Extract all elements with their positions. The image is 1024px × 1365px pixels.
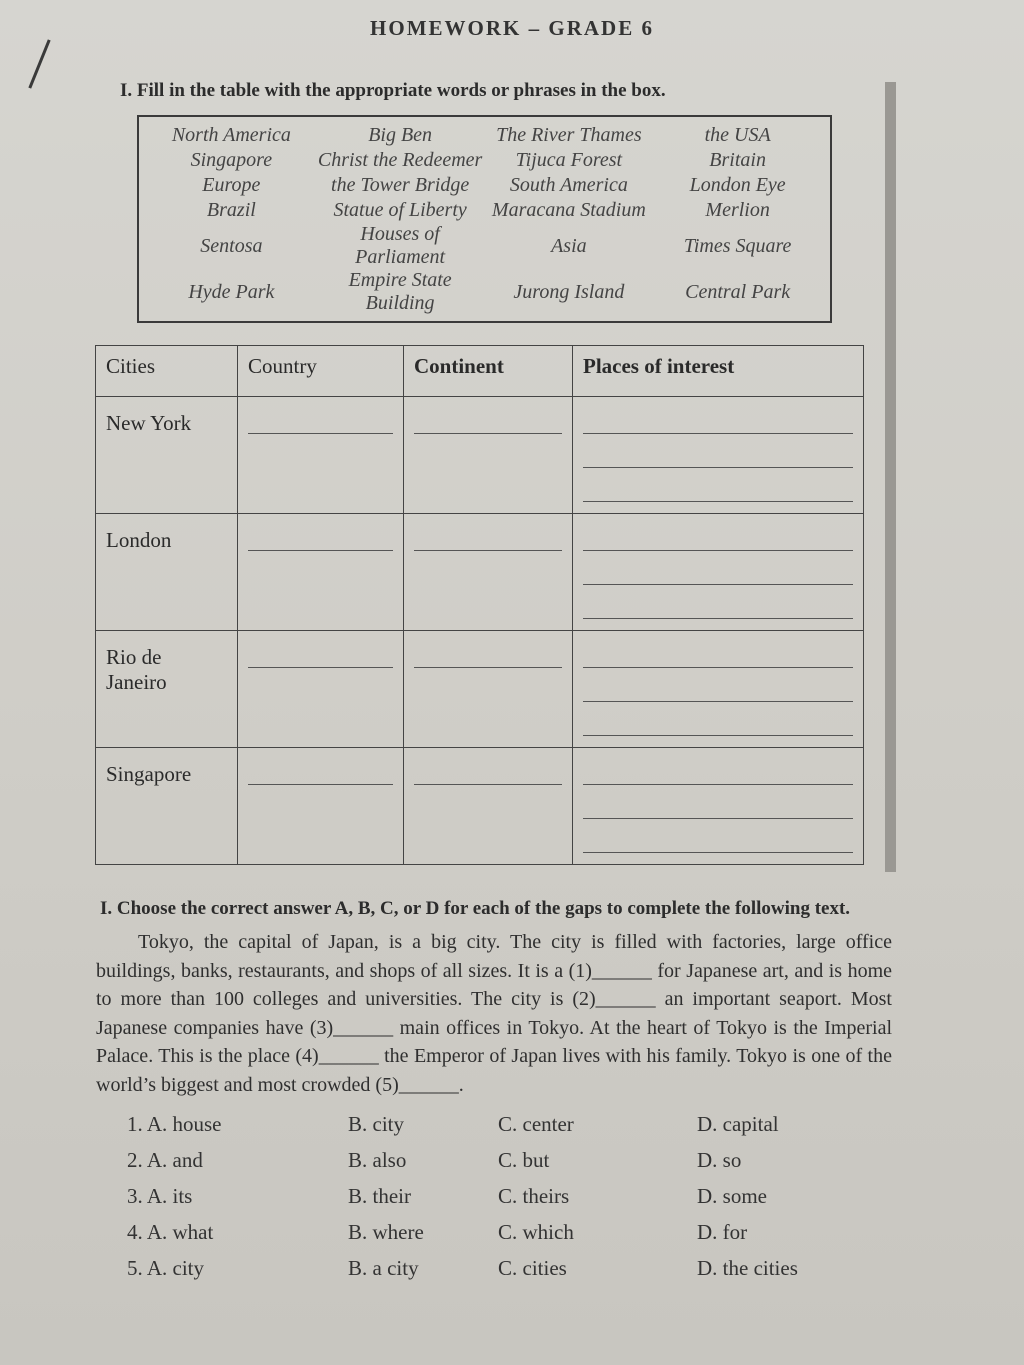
word-item: North America <box>171 124 291 146</box>
city-cell: New York <box>96 397 238 514</box>
word-item: Britain <box>709 149 766 171</box>
option-d[interactable]: D. the cities <box>697 1256 798 1280</box>
table-header-row <box>96 346 864 397</box>
passage-text: Tokyo, the capital of Japan, is a big city. The city is filled with factories, large office buildings, banks, restaurants, and shops of all sizes. It is a (1)______ for Japanese art, and is home to more than 100 colleges and universities. The city is (2)______ an important seaport. Most Japanese companies have (3)______ main offices in Tokyo. At the heart of Tokyo is the Imperial Palace. This is the place (4)______ the Emperor of Japan lives with his family. Tokyo is one of the world’s biggest and most crowded (5)______. <box>96 931 892 1096</box>
option-b[interactable]: B. their <box>348 1184 411 1208</box>
option-c[interactable]: C. but <box>498 1148 550 1172</box>
word-item: Big Ben <box>368 124 433 146</box>
continent-answer-blank[interactable] <box>404 514 572 630</box>
page-title: HOMEWORK – GRADE 6 <box>370 16 654 40</box>
page-shadow-bar <box>885 82 896 872</box>
table-row <box>96 631 864 748</box>
city-cell: Singapore <box>96 748 238 865</box>
places-answer-blank[interactable] <box>573 748 863 864</box>
word-item: Times Square <box>683 234 792 257</box>
option-d[interactable]: D. so <box>697 1148 742 1172</box>
option-a[interactable]: 4. A. what <box>127 1220 214 1244</box>
option-c[interactable]: C. theirs <box>498 1184 570 1208</box>
places-answer-blank[interactable] <box>573 631 863 747</box>
option-d[interactable]: D. some <box>697 1184 767 1208</box>
word-item: the Tower Bridge <box>331 174 470 196</box>
option-d[interactable]: D. for <box>697 1220 748 1244</box>
table-row <box>96 514 864 631</box>
word-item: Singapore <box>190 149 273 171</box>
word-item: Jurong Island <box>513 280 625 303</box>
continent-answer-blank[interactable] <box>404 631 572 747</box>
reading-passage <box>96 928 892 1099</box>
option-b[interactable]: B. a city <box>348 1256 419 1280</box>
word-item: Merlion <box>705 199 770 221</box>
country-answer-blank[interactable] <box>238 397 403 513</box>
word-item: Maracana Stadium <box>491 199 646 221</box>
table-row <box>96 397 864 514</box>
option-b[interactable]: B. city <box>348 1112 404 1136</box>
fill-in-table <box>95 345 864 865</box>
word-item: Tijuca Forest <box>515 149 623 171</box>
continent-answer-blank[interactable] <box>404 748 572 864</box>
word-item: The River Thames <box>496 124 642 146</box>
word-item: Empire State Building <box>348 269 452 314</box>
word-item: Central Park <box>685 280 791 303</box>
option-b[interactable]: B. where <box>348 1220 424 1244</box>
header-continent: Continent <box>404 346 573 397</box>
word-item: the USA <box>704 124 771 146</box>
option-c[interactable]: C. cities <box>498 1256 567 1280</box>
table-row <box>96 748 864 865</box>
word-item: South America <box>509 174 628 196</box>
word-item: Hyde Park <box>188 280 275 303</box>
word-item: Statue of Liberty <box>333 199 467 221</box>
header-country: Country <box>238 346 404 397</box>
header-cities: Cities <box>96 346 238 397</box>
option-a[interactable]: 3. A. its <box>127 1184 193 1208</box>
word-item: Christ the Redeemer <box>317 149 483 171</box>
option-a[interactable]: 2. A. and <box>127 1148 203 1172</box>
option-b[interactable]: B. also <box>348 1148 407 1172</box>
word-item: Brazil <box>206 199 256 221</box>
exercise2-instruction: I. Choose the correct answer A, B, C, or D for each of the gaps to complete the following text. <box>100 898 851 919</box>
places-answer-blank[interactable] <box>573 397 863 513</box>
word-item: Europe <box>202 174 261 196</box>
option-a[interactable]: 5. A. city <box>127 1256 204 1280</box>
city-cell: Rio de Janeiro <box>96 631 238 748</box>
word-box <box>137 115 832 323</box>
word-item: Houses of Parliament <box>355 223 446 268</box>
city-cell: London <box>96 514 238 631</box>
exercise1-instruction: I. Fill in the table with the appropriate words or phrases in the box. <box>120 80 666 101</box>
country-answer-blank[interactable] <box>238 631 403 747</box>
word-item: Sentosa <box>200 234 263 257</box>
continent-answer-blank[interactable] <box>404 397 572 513</box>
word-item: Asia <box>551 234 587 257</box>
option-c[interactable]: C. center <box>498 1112 574 1136</box>
option-d[interactable]: D. capital <box>697 1112 779 1136</box>
places-answer-blank[interactable] <box>573 514 863 630</box>
option-a[interactable]: 1. A. house <box>127 1112 222 1136</box>
header-places: Places of interest <box>573 346 864 397</box>
option-c[interactable]: C. which <box>498 1220 574 1244</box>
country-answer-blank[interactable] <box>238 748 403 864</box>
country-answer-blank[interactable] <box>238 514 403 630</box>
word-item: London Eye <box>689 174 786 196</box>
